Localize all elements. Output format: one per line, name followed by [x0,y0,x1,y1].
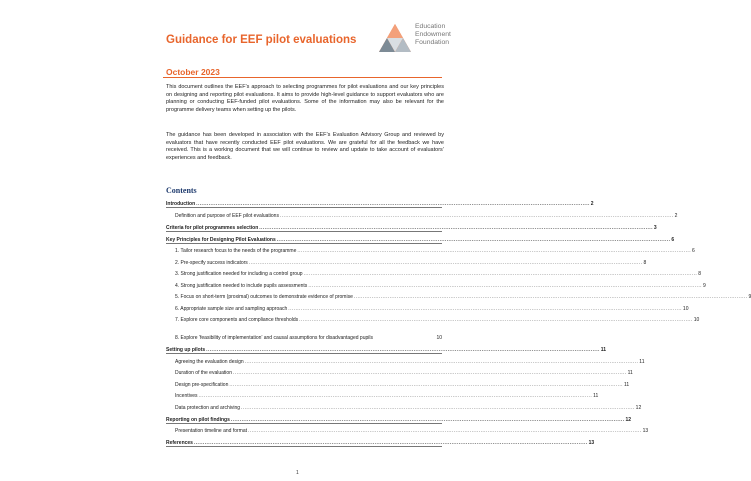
toc-entry-label: Introduction [166,201,196,207]
toc-entry[interactable] [166,266,701,278]
toc-leader-dots: ............................................................................................................................................................................................................................ [248,259,643,266]
toc-leader-dots: ............................................................................................................................................................................................................................ [276,236,671,243]
toc-entry-label: Criteria for pilot programmes selection [166,224,259,231]
toc-entry-label: 2. Pre-specify success indicators [175,259,248,266]
toc-entry[interactable] [166,323,442,341]
toc-entry-label: References [166,440,193,446]
toc-entry-page: 11 [623,381,630,388]
toc-entry-label: Key Principles for Designing Pilot Evaluations [166,236,276,243]
header-divider [163,77,442,78]
toc-entry-label: Duration of the evaluation [175,370,232,376]
toc-entry-page: 11 [600,347,607,353]
toc-entry-page: 3 [653,224,657,231]
toc-entry-page: 12 [625,416,632,423]
toc-entry-label: Presentation timeline and format [175,428,247,434]
toc-leader-dots: ............................................................................................................................................................................................................................ [308,282,702,289]
toc-entry[interactable] [166,207,678,219]
toc-entry-label: 6. Appropriate sample size and sampling approach [175,305,288,312]
toc-leader-dots: ............................................................................................................................................................................................................................ [259,224,653,231]
toc-entry[interactable] [166,388,599,400]
contents-heading: Contents [166,186,197,195]
toc-entry[interactable] [166,195,594,207]
toc-entry[interactable] [166,399,642,411]
toc-entry[interactable] [166,300,689,312]
toc-entry[interactable] [166,231,675,243]
toc-entry-page: 13 [588,440,595,446]
toc-entry[interactable] [166,243,695,255]
toc-entry-label: Reporting on pilot findings [166,416,230,423]
toc-entry-label: 7. Explore core components and compliance thresholds [175,317,299,323]
eef-triangle-icon [378,23,412,53]
toc-entry-label: Data protection and archiving [175,404,241,411]
toc-entry-label: Design pre-specification [175,381,229,388]
toc-entry[interactable] [166,434,595,446]
toc-entry[interactable] [166,219,657,231]
intro-paragraph-1: This document outlines the EEF’s approach to selecting programmes for pilot evaluations and our key principles on designing and reporting pilot evaluations. It aims to provide high-level guidance to support evaluators who are planning or conducting EEF-funded pilot evaluations. Some of the information may also be relevant for the programme delivery teams when setting up the pilots. [166,84,444,113]
toc-entry-page: 2 [674,212,678,219]
logo-line-3: Foundation [415,39,450,47]
toc-leader-dots: ............................................................................................................................................................................................................................ [230,416,625,423]
toc-entry-label: Definition and purpose of EEF pilot evaluations [175,212,279,219]
document-date: October 2023 [166,67,220,77]
toc-entry-page: 10 [436,335,442,341]
toc-entry-label: 1. Tailor research focus to the needs of the programme [175,248,297,254]
toc-entry-page: 2 [590,201,594,207]
toc-entry-page: 13 [642,428,649,434]
toc-leader-dots: ............................................................................................................................................................................................................................ [297,248,691,254]
toc-entry-label: 5. Focus on short-term (proximal) outcomes to demonstrate evidence of promise [175,294,353,300]
toc-entry[interactable] [166,376,630,388]
toc-leader-dots: ............................................................................................................................................................................................................................ [288,305,682,312]
toc-entry-page: 9 [748,294,751,300]
toc-entry-label: Setting up pilots [166,347,206,353]
toc-leader-dots: ............................................................................................................................................................................................................................ [229,381,623,388]
toc-leader-dots: ............................................................................................................................................................................................................................ [299,317,693,323]
toc-entry[interactable] [166,423,649,435]
toc-leader-dots: ............................................................................................................................................................................................................................ [232,370,627,376]
logo-line-1: Education [415,23,446,30]
page-number: 1 [296,470,299,476]
toc-leader-dots: ............................................................................................................................................................................................................................ [247,428,642,434]
toc-leader-dots: ............................................................................................................................................................................................................................ [303,271,698,277]
toc-leader-dots: ............................................................................................................................................................................................................................ [196,201,590,207]
toc-entry[interactable] [166,365,633,377]
toc-entry-label: Incentives [175,393,198,399]
toc-entry[interactable] [166,254,647,266]
toc-entry-page: 10 [682,305,689,312]
toc-leader-dots: ............................................................................................................................................................................................................................ [198,393,593,399]
toc-leader-dots: ............................................................................................................................................................................................................................ [241,404,635,411]
toc-entry-page: 12 [635,404,642,411]
toc-entry-page: 11 [593,393,599,399]
toc-leader-dots: ............................................................................................................................................................................................................................ [279,212,674,219]
toc-entry[interactable] [166,411,632,423]
toc-entry-label: Agreeing the evaluation design [175,358,244,365]
document-title: Guidance for EEF pilot evaluations [166,34,357,46]
eef-logo [378,23,458,55]
toc-entry[interactable] [166,289,751,301]
toc-entry-label: 4. Strong justification needed to include pupils assessments [175,282,308,289]
toc-entry[interactable] [166,312,700,324]
toc-leader-dots: ............................................................................................................................................................................................................................ [193,440,588,446]
toc-entry[interactable] [166,277,706,289]
table-of-contents [166,195,751,446]
toc-entry-page: 6 [692,248,695,254]
logo-text [415,23,451,48]
toc-leader-dots: ............................................................................................................................................................................................................................ [244,358,639,365]
toc-entry-page: 8 [698,271,701,277]
toc-leader-dots: ............................................................................................................................................................................................................................ [206,347,600,353]
toc-leader-dots: ............................................................................................................................................................................................................................ [353,294,748,300]
toc-entry-page: 10 [693,317,700,323]
toc-entry-page: 11 [639,358,645,365]
toc-entry[interactable] [166,341,607,353]
logo-line-2: Endowment [415,31,451,39]
toc-entry-label: 3. Strong justification needed for including a control group [175,271,303,277]
toc-entry-page: 6 [671,236,675,243]
toc-entry[interactable] [166,353,645,365]
intro-paragraph-2: The guidance has been developed in association with the EEF’s Evaluation Advisory Group and reviewed by evaluators that have recently conducted EEF pilot evaluations. We are grateful for all the feedback we have received. This is a working document that we will continue to review and update to take account of evaluators’ experiences and feedback. [166,132,444,161]
toc-entry-label: 8. Explore ‘feasibility of implementation’ and causal assumptions for disadvantaged pupils [175,335,373,341]
toc-entry-page: 9 [702,282,706,289]
toc-entry-page: 8 [643,259,647,266]
toc-entry-page: 11 [627,370,633,376]
